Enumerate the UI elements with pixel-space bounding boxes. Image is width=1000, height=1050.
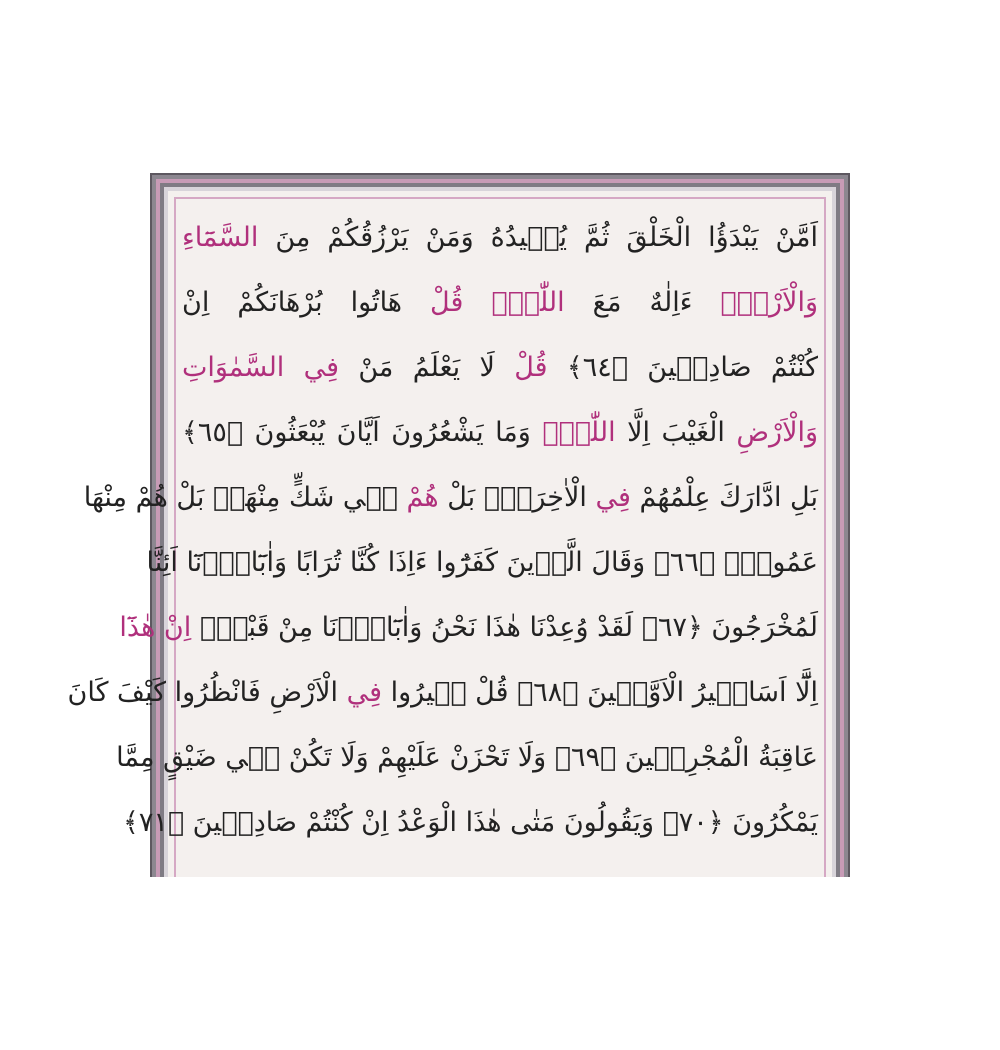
page-frame (67, 173, 850, 877)
highlighted-word: وَالْاَرْضِ (736, 417, 819, 448)
highlighted-word: قُلْ (514, 352, 548, 383)
text-line-7 (119, 595, 818, 660)
highlighted-word: اللّٰهِۜ قُلْ (430, 287, 565, 318)
text-line-5 (83, 465, 818, 530)
text-line-8 (67, 660, 818, 725)
verse-text-block (67, 205, 819, 855)
text-segment: بَلِ ادَّارَكَ عِلْمُهُمْ (630, 482, 818, 513)
highlighted-word: اِنْ هٰذَٓا (119, 612, 192, 643)
text-segment: كُنْتُمْ صَادِق۪ينَ ﴿٦٤﴾ (547, 352, 818, 383)
text-line-10 (122, 790, 818, 855)
text-segment: ءَاِلٰهٌ مَعَ (564, 287, 721, 318)
text-line-9 (116, 725, 818, 790)
text-segment: لَا يَعْلَمُ مَنْ (339, 352, 515, 383)
text-line-1 (182, 205, 818, 270)
text-line-3 (182, 335, 818, 400)
highlighted-word: فِي السَّمٰوَاتِ (182, 352, 340, 383)
text-segment: يَمْكُرُونَ ﴿٧٠﴾ وَيَقُولُونَ مَتٰى هٰذَا الْوَعْدُ اِنْ كُنْتُمْ صَادِق۪ينَ ﴿٧١﴾ (122, 807, 818, 838)
text-segment: الْاٰخِرَةِ۠ بَلْ (438, 482, 596, 513)
text-segment: اَمَّنْ يَبْدَؤُا الْخَلْقَ ثُمَّ يُع۪يدُهُ وَمَنْ يَرْزُقُكُمْ مِنَ (258, 222, 818, 253)
highlighted-word: فِي (346, 677, 382, 708)
text-segment: ف۪ي شَكٍّ مِنْهَاۘ بَلْ هُمْ مِنْهَا (83, 482, 407, 513)
text-segment: اِلَّٓا اَسَاط۪يرُ الْاَوَّل۪ينَ ﴿٦٨﴾ قُلْ س۪يرُوا (381, 677, 818, 708)
text-segment: عَمُونَ۟ ﴿٦٦﴾ وَقَالَ الَّذ۪ينَ كَفَرُٓوا ءَاِذَا كُنَّا تُرَابًا وَاٰبَٓاؤُ۬نَٓا اَئِنَّا (146, 547, 818, 578)
text-segment: الْغَيْبَ اِلَّا (615, 417, 737, 448)
text-segment: الْاَرْضِ فَانْظُرُوا كَيْفَ كَانَ (67, 677, 347, 708)
highlighted-word: اللّٰهُۜ (542, 417, 616, 448)
highlighted-word: السَّمَٓاءِ (182, 222, 259, 253)
highlighted-word: وَالْاَرْضِۜ (720, 287, 818, 318)
highlighted-word: هُمْ (406, 482, 439, 513)
text-segment: عَاقِبَةُ الْمُجْرِم۪ينَ ﴿٦٩﴾ وَلَا تَحْزَنْ عَلَيْهِمْ وَلَا تَكُنْ ف۪ي ضَيْقٍ مِمَّا (116, 742, 818, 773)
text-segment: وَمَا يَشْعُرُونَ اَيَّانَ يُبْعَثُونَ ﴿٦٥﴾ (182, 417, 543, 448)
text-line-6 (146, 530, 818, 595)
text-segment: هَاتُوا بُرْهَانَكُمْ اِنْ (182, 287, 431, 318)
highlighted-word: فِي (595, 482, 631, 513)
text-line-2 (182, 270, 818, 335)
mushaf-page (67, 191, 832, 877)
text-line-4 (182, 400, 818, 465)
text-segment: لَمُخْرَجُونَ ﴿٦٧﴾ لَقَدْ وُعِدْنَا هٰذَا نَحْنُ وَاٰبَٓاؤُ۬نَا مِنْ قَبْلُۙ (191, 612, 818, 643)
